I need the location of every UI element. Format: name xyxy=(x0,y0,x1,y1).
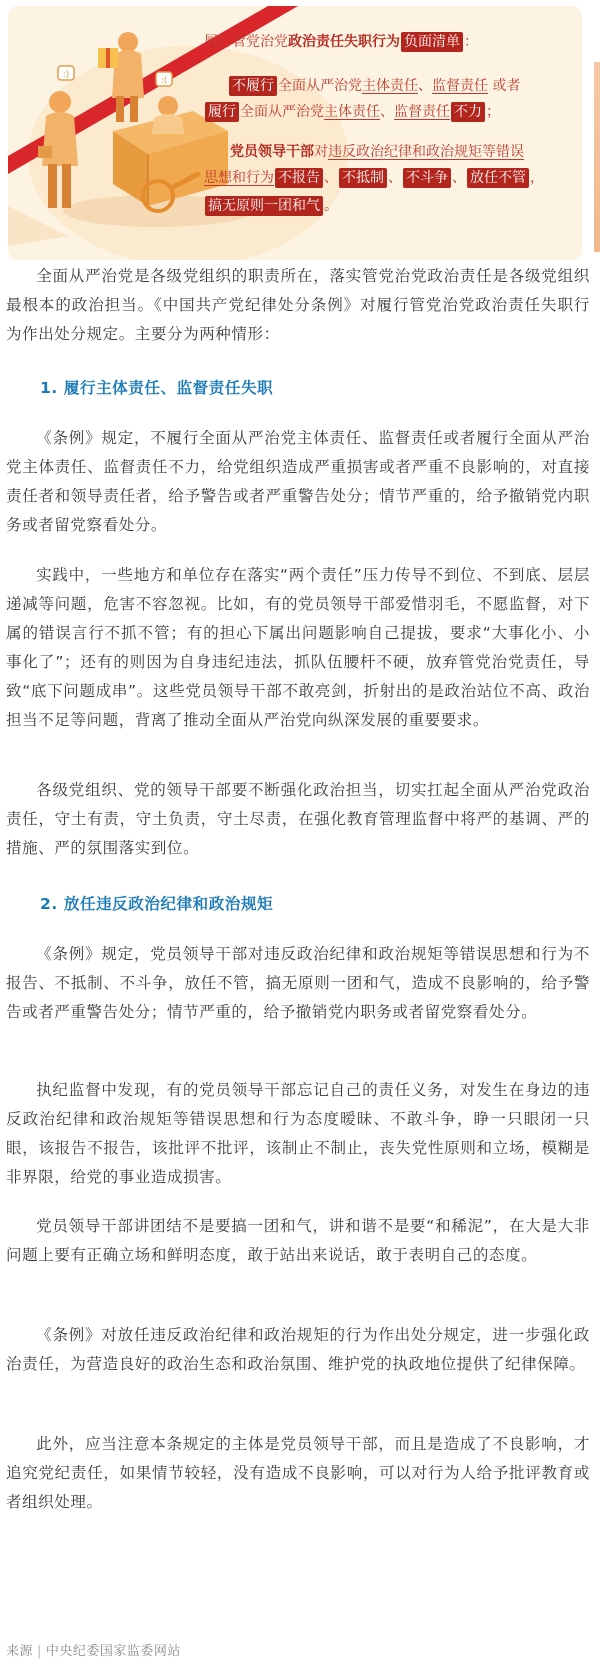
banner-line-6 xyxy=(204,196,338,216)
source-label: 来源 xyxy=(6,1644,34,1659)
paragraph-5 xyxy=(6,940,590,1027)
paragraph-text: 此外，应当注意本条规定的主体是党员领导干部，而且是造成了不良影响，才追究党纪责任，如果情节较轻，没有造成不良影响，可以对行为人给予批评教育或者组织处理。 xyxy=(6,1435,590,1511)
paragraph-text: 各级党组织、党的领导干部要不断强化政治担当，切实扛起全面从严治党政治责任，守土有责，守土负责，守土尽责，在强化教育管理监督中将严的基调、严的措施、严的氛围落实到位。 xyxy=(6,781,590,857)
banner-text: ， xyxy=(530,170,544,186)
paragraph-text: 党员领导干部讲团结不是要搞一团和气，讲和谐不是要“和稀泥”，在大是大非问题上要有正确立场和鲜明态度，敢于站出来说话，敢于表明自己的态度。 xyxy=(6,1217,590,1264)
banner-text: 全面从严治党 xyxy=(278,78,362,94)
paragraph-8 xyxy=(6,1321,590,1379)
banner-text: 、 xyxy=(418,78,432,94)
banner-text: 。 xyxy=(324,198,338,214)
banner-tag: 履行 xyxy=(205,102,239,122)
banner-text: 、 xyxy=(388,170,402,186)
banner-tag: 不抵制 xyxy=(339,168,387,188)
source-name: 中央纪委国家监委网站 xyxy=(45,1644,181,1659)
source-separator: | xyxy=(37,1644,42,1659)
banner-tag: 负面清单 xyxy=(401,32,463,52)
illustration-banner xyxy=(8,6,582,260)
banner-underlined-text: 监督责任 xyxy=(394,104,450,120)
paragraph-intro xyxy=(6,262,590,349)
adjacent-image-edge xyxy=(594,62,600,252)
banner-tag: 放任不管 xyxy=(467,168,529,188)
banner-underlined-text: 违反政治纪律和政治规矩等错误 xyxy=(328,144,524,160)
section-heading-2: 2. 放任违反政治纪律和政治规矩 xyxy=(40,895,274,913)
banner-underlined-text: 主体责任 xyxy=(362,78,418,94)
banner-text: 、 xyxy=(324,170,338,186)
banner-text: 全面从严治党 xyxy=(240,104,324,120)
paragraph-text: 《条例》规定，党员领导干部对违反政治纪律和政治规矩等错误思想和行为不报告、不抵制、不斗争，放任不管，搞无原则一团和气，造成不良影响的，给予警告或者严重警告处分；情节严重的，给予撤销党内职务或者留党察看处分。 xyxy=(6,945,590,1021)
banner-text: 、 xyxy=(380,104,394,120)
banner-tag: 不力 xyxy=(451,102,485,122)
paragraph-text: 执纪监督中发现，有的党员领导干部忘记自己的责任义务，对发生在身边的违反政治纪律和政治规矩等错误思想和行为态度暧昧、不敢斗争，睁一只眼闭一只眼，该报告不报告，该批评不批评，该制止不制止，丧失党性原则和立场，模糊是非界限，给党的事业造成损害。 xyxy=(6,1081,590,1186)
banner-line-3 xyxy=(204,102,500,122)
paragraph-text: 《条例》对放任违反政治纪律和政治规矩的行为作出处分规定，进一步强化政治责任，为营造良好的政治生态和政治氛围、维护党的执政地位提供了纪律保障。 xyxy=(6,1326,590,1373)
banner-text: ； xyxy=(486,104,500,120)
banner-text: 履行管党治党 xyxy=(204,34,288,50)
banner-text: 、 xyxy=(452,170,466,186)
banner-bold-text: 党员领导干部 xyxy=(230,144,314,160)
banner-line-1 xyxy=(204,32,478,52)
banner-tag: 不履行 xyxy=(229,76,277,96)
banner-text: ： xyxy=(464,34,478,50)
banner-line-5 xyxy=(204,168,544,188)
paragraph-3 xyxy=(6,561,590,735)
paragraph-6 xyxy=(6,1076,590,1192)
paragraph-text: 全面从严治党是各级党组织的职责所在，落实管党治党政治责任是各级党组织最根本的政治担当。《中国共产党纪律处分条例》对履行管党治党政治责任失职行为作出处分规定。主要分为两种情形： xyxy=(6,267,590,343)
banner-text: 对 xyxy=(314,144,328,160)
banner-underlined-text: 思想和行为 xyxy=(204,170,274,186)
svg-text::(: :( xyxy=(160,76,168,86)
paragraph-2 xyxy=(6,424,590,540)
banner-line-4 xyxy=(230,142,524,162)
banner-tag: 不报告 xyxy=(275,168,323,188)
section-heading-1: 1. 履行主体责任、监督责任失职 xyxy=(40,379,274,397)
banner-underlined-text: 主体责任 xyxy=(324,104,380,120)
banner-bold-text: 政治责任失职行为 xyxy=(288,34,400,50)
banner-tag: 搞无原则一团和气 xyxy=(205,196,323,216)
banner-underlined-text: 监督责任 xyxy=(432,78,488,94)
paragraph-7 xyxy=(6,1212,590,1270)
source-footer xyxy=(6,1640,181,1659)
paragraph-4 xyxy=(6,776,590,863)
paragraph-text: 《条例》规定，不履行全面从严治党主体责任、监督责任或者履行全面从严治党主体责任、监督责任不力，给党组织造成严重损害或者严重不良影响的，对直接责任者和领导责任者，给予警告或者严重警告处分；情节严重的，给予撤销党内职务或者留党察看处分。 xyxy=(6,429,590,534)
banner-line-2 xyxy=(228,76,520,96)
banner-tag: 不斗争 xyxy=(403,168,451,188)
svg-text::): :) xyxy=(62,70,70,80)
paragraph-9 xyxy=(6,1430,590,1517)
banner-text: 或者 xyxy=(488,78,521,94)
paragraph-text: 实践中，一些地方和单位存在落实“两个责任”压力传导不到位、不到底、层层递减等问题，危害不容忽视。比如，有的党员领导干部爱惜羽毛，不愿监督，对下属的错误言行不抓不管；有的担心下属出问题影响自己提拔，要求“大事化小、小事化了”；还有的则因为自身违纪违法，抓队伍腰杆不硬，放弃管党治党责任，导致“底下问题成串”。这些党员领导干部不敢亮剑，折射出的是政治站位不高、政治担当不足等问题，背离了推动全面从严治党向纵深发展的重要要求。 xyxy=(6,566,590,729)
